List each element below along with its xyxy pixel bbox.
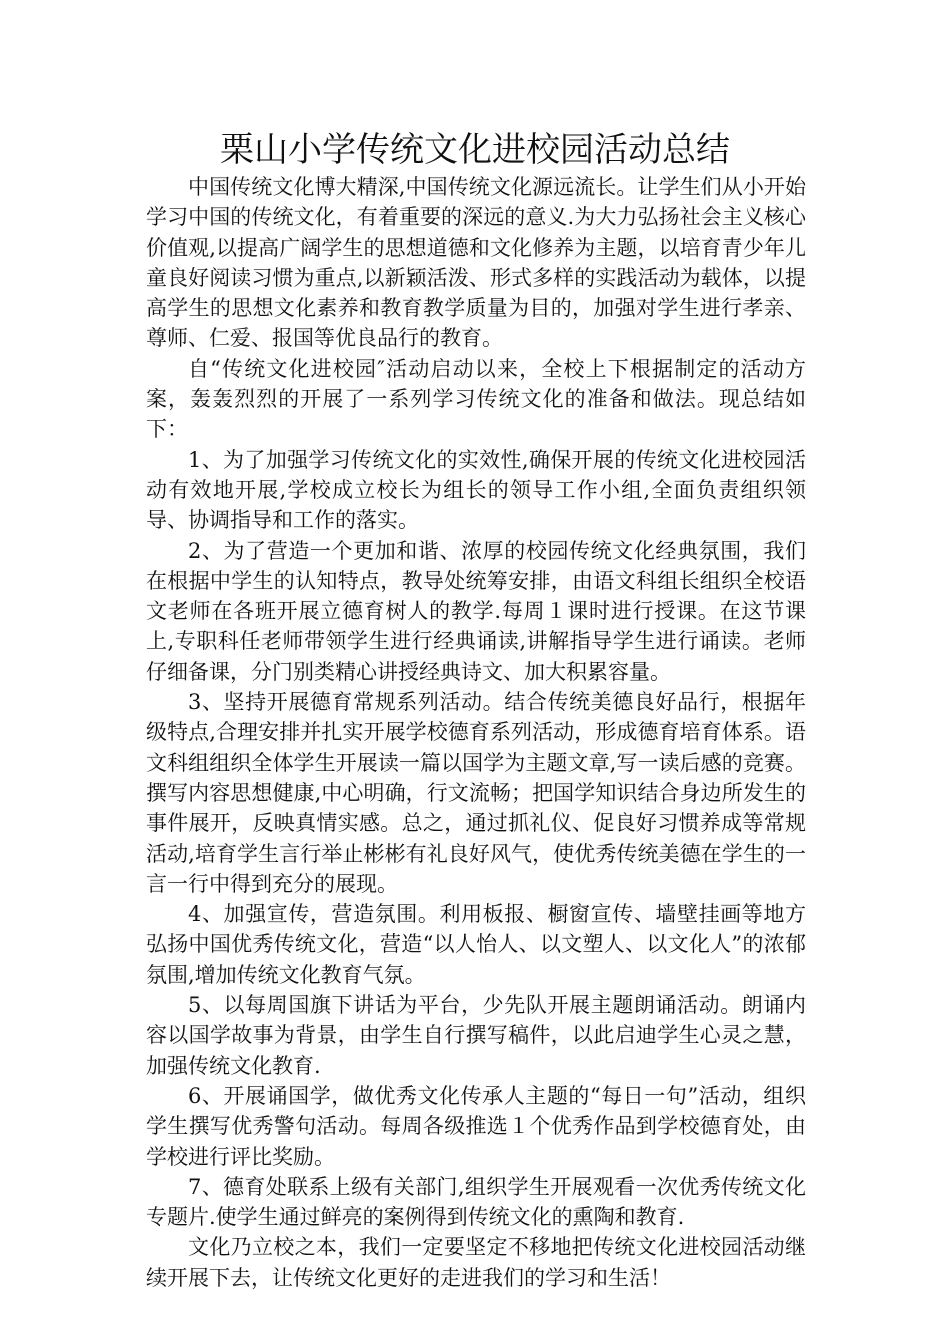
paragraph-item-1: 1、为了加强学习传统文化的实效性,确保开展的传统文化进校园活动有效地开展,学校成立校长为组长的领导工作小组,全面负责组织领导、协调指导和工作的落实。 xyxy=(146,447,806,533)
paragraph-intro: 中国传统文化博大精深,中国传统文化源远流长。让学生们从小开始学习中国的传统文化，有着重要的深远的意义.为大力弘扬社会主义核心价值观,以提高广阔学生的思想道德和文化修养为主题，以培育青少年儿童良好阅读习惯为重点,以新颖活泼、形式多样的实践活动为载体，以提高学生的思想文化素养和教育教学质量为目的，加强对学生进行孝亲、尊师、仁爱、报国等优良品行的教育。 xyxy=(146,175,806,351)
paragraph-item-4: 4、加强宣传，营造氛围。利用板报、橱窗宣传、墙壁挂画等地方弘扬中国优秀传统文化，营造“以人怡人、以文塑人、以文化人”的浓郁氛围,增加传统文化教育气氛。 xyxy=(146,902,806,987)
paragraph-overview: 自“传统文化进校园″活动启动以来，全校上下根据制定的活动方案，轰轰烈烈的开展了一系列学习传统文化的准备和做法。现总结如下： xyxy=(146,356,806,442)
document-body xyxy=(146,172,806,1293)
paragraph-item-6: 6、开展诵国学，做优秀文化传承人主题的“每日一句”活动，组织学生撰写优秀警句活动。每周各级推选１个优秀作品到学校德育处，由学校进行评比奖励。 xyxy=(146,1083,806,1169)
paragraph-item-2: 2、为了营造一个更加和谐、浓厚的校园传统文化经典氛围，我们在根据中学生的认知特点，教导处统筹安排，由语文科组长组织全校语文老师在各班开展立德育树人的教学.每周１课时进行授课。在这节课上,专职科任老师带领学生进行经典诵读,讲解指导学生进行诵读。老师仔细备课，分门别类精心讲授经典诗文、加大积累容量。 xyxy=(146,538,806,684)
paragraph-item-5: 5、以每周国旗下讲话为平台，少先队开展主题朗诵活动。朗诵内容以国学故事为背景，由学生自行撰写稿件，以此启迪学生心灵之慧，加强传统文化教育. xyxy=(146,993,806,1078)
paragraph-item-7: 7、德育处联系上级有关部门,组织学生开展观看一次优秀传统文化专题片.使学生通过鲜亮的案例得到传统文化的熏陶和教育. xyxy=(146,1174,806,1230)
paragraph-conclusion: 文化乃立校之本，我们一定要坚定不移地把传统文化进校园活动继续开展下去，让传统文化更好的走进我们的学习和生活！ xyxy=(146,1235,806,1290)
paragraph-item-3: 3、坚持开展德育常规系列活动。结合传统美德良好品行，根据年级特点,合理安排并扎实开展学校德育系列活动，形成德育培育体系。语文科组组织全体学生开展读一篇以国学为主题文章,写一读后感的竞赛。撰写内容思想健康,中心明确，行文流畅；把国学知识结合身边所发生的事件展开，反映真情实感。总之，通过抓礼仪、促良好习惯养成等常规活动,培育学生言行举止彬彬有礼良好风气，使优秀传统美德在学生的一言一行中得到充分的展现。 xyxy=(146,690,806,896)
document-title: 栗山小学传统文化进校园活动总结 xyxy=(220,130,730,170)
